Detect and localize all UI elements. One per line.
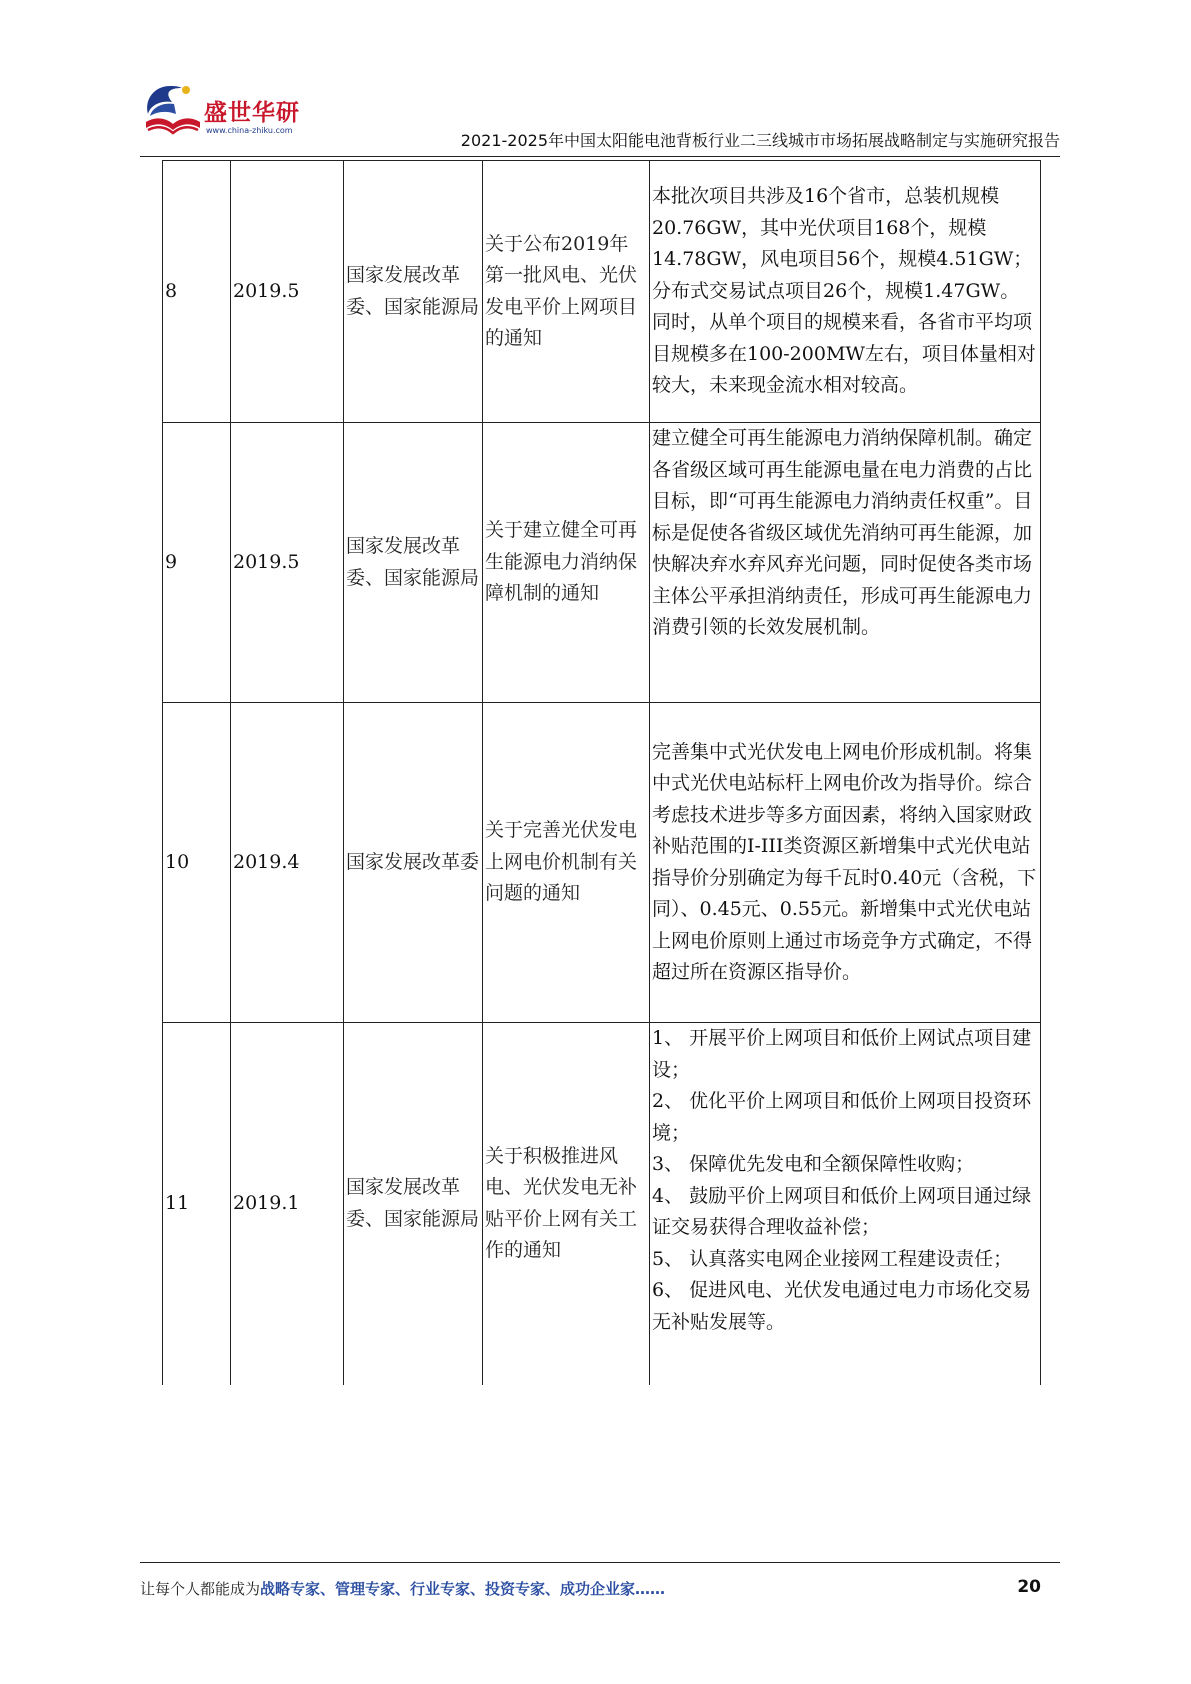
- footer-slogan-prefix: 让每个人都能成为: [140, 1580, 261, 1598]
- policy-table: [162, 160, 1041, 1385]
- table-row: [163, 423, 1041, 703]
- company-logo: [140, 80, 310, 150]
- row-issuer: 国家发展改革委: [344, 703, 483, 1023]
- list-item: 2、 优化平价上网项目和低价上网项目投资环境；: [652, 1090, 1032, 1144]
- logo-book-icon: [140, 80, 206, 144]
- row-description-list: [650, 1023, 1041, 1385]
- row-policy-title: 关于公布2019年第一批风电、光伏发电平价上网项目的通知: [483, 161, 650, 423]
- row-number: 10: [163, 703, 231, 1023]
- list-item: 5、 认真落实电网企业接网工程建设责任；: [652, 1247, 1013, 1270]
- list-item: 6、 促进风电、光伏发电通过电力市场化交易无补贴发展等。: [652, 1279, 1032, 1333]
- list-item: 4、 鼓励平价上网项目和低价上网项目通过绿证交易获得合理收益补偿；: [652, 1184, 1032, 1238]
- header-divider: [140, 156, 1060, 157]
- row-date: 2019.4: [231, 703, 344, 1023]
- row-number: 8: [163, 161, 231, 423]
- table-row: [163, 1023, 1041, 1385]
- row-issuer: 国家发展改革委、国家能源局: [344, 1023, 483, 1385]
- page-number: 20: [1017, 1577, 1041, 1597]
- footer-slogan: [140, 1578, 665, 1599]
- report-title: 2021-2025年中国太阳能电池背板行业二三线城市市场拓展战略制定与实施研究报告: [460, 131, 1060, 150]
- row-number: 11: [163, 1023, 231, 1385]
- page-header: [140, 80, 1060, 158]
- list-item: 1、 开展平价上网项目和低价上网试点项目建设；: [652, 1027, 1032, 1081]
- row-date: 2019.5: [231, 161, 344, 423]
- list-item: 3、 保障优先发电和全额保障性收购；: [652, 1153, 975, 1175]
- table-row: [163, 161, 1041, 423]
- row-policy-title: 关于积极推进风电、光伏发电无补贴平价上网有关工作的通知: [483, 1023, 650, 1385]
- row-issuer: 国家发展改革委、国家能源局: [344, 423, 483, 703]
- row-policy-title: 关于完善光伏发电上网电价机制有关问题的通知: [483, 703, 650, 1023]
- row-number: 9: [163, 423, 231, 703]
- table-row: [163, 703, 1041, 1023]
- row-issuer: 国家发展改革委、国家能源局: [344, 161, 483, 423]
- row-policy-title: 关于建立健全可再生能源电力消纳保障机制的通知: [483, 423, 650, 703]
- footer-slogan-highlight: 战略专家、管理专家、行业专家、投资专家、成功企业家……: [260, 1580, 666, 1598]
- row-date: 2019.5: [231, 423, 344, 703]
- row-date: 2019.1: [231, 1023, 344, 1385]
- row-description: 本批次项目共涉及16个省市，总装机规模20.76GW，其中光伏项目168个，规模14.78GW，风电项目56个，规模4.51GW；分布式交易试点项目26个，规模1.47GW。同时，从单个项目的规模来看，各省市平均项目规模多在100-200MW左右，项目体量相对较大，未来现金流水相对较高。: [650, 161, 1041, 423]
- logo-text: 盛世华研: [204, 100, 300, 126]
- row-description: 建立健全可再生能源电力消纳保障机制。确定各省级区域可再生能源电量在电力消费的占比目标，即“可再生能源电力消纳责任权重”。目标是促使各省级区域优先消纳可再生能源，加快解决弃水弃风弃光问题，同时促使各类市场主体公平承担消纳责任，形成可再生能源电力消费引领的长效发展机制。: [650, 423, 1041, 703]
- footer-divider: [140, 1562, 1060, 1563]
- logo-url: www.china-zhiku.com: [206, 126, 293, 135]
- row-description: 完善集中式光伏发电上网电价形成机制。将集中式光伏电站标杆上网电价改为指导价。综合考虑技术进步等多方面因素，将纳入国家财政补贴范围的I-III类资源区新增集中式光伏电站指导价分别确定为每千瓦时0.40元（含税，下同）、0.45元、0.55元。新增集中式光伏电站上网电价原则上通过市场竞争方式确定，不得超过所在资源区指导价。: [650, 703, 1041, 1023]
